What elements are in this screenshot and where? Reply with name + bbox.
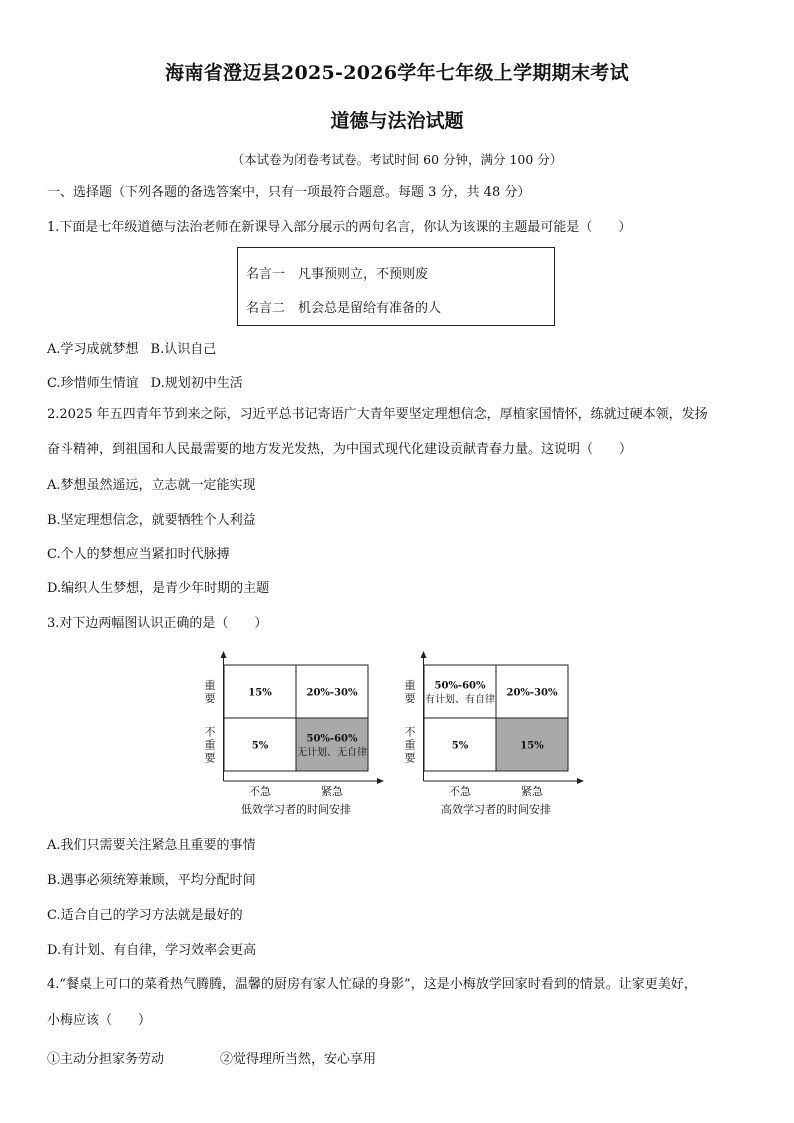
row-label-char: 重	[204, 738, 216, 752]
chart-low-efficiency	[196, 648, 396, 822]
x-axis-arrow	[577, 778, 584, 784]
q2-option-b: B.坚定理想信念，就要牺牲个人利益	[47, 513, 256, 528]
quote-1: 名言一 凡事预则立，不预则废	[246, 267, 429, 282]
row-label-char: 要	[404, 692, 416, 705]
q3-option-c: C.适合自己的学习方法就是最好的	[47, 908, 243, 923]
q3-option-b: B.遇事必须统筹兼顾，平均分配时间	[47, 873, 256, 888]
col-label: 不急	[249, 785, 271, 798]
y-axis-arrow	[221, 651, 227, 658]
chart-caption: 高效学习者的时间安排	[441, 803, 551, 816]
col-label: 不急	[449, 785, 471, 798]
row-label-char: 不	[404, 725, 416, 739]
exam-title: 海南省澄迈县2025-2026学年七年级上学期期末考试	[165, 62, 629, 84]
section-heading: 一、选择题（下列各题的备选答案中，只有一项最符合题意。每题 3 分，共 48 分）	[47, 185, 531, 200]
quadrant-chart-svg	[396, 648, 596, 818]
row-label-char: 重	[204, 679, 216, 692]
q2-stem-line2: 奋斗精神，到祖国和人民最需要的地方发光发热，为中国式现代化建设贡献青春力量。这说明（ ）	[47, 442, 633, 457]
q1-options-row2	[47, 372, 243, 391]
q1-option-b: B.认识自己	[150, 342, 217, 357]
row-label-char: 重	[404, 738, 416, 752]
cell-note-label: 有计划、有自律	[425, 694, 495, 706]
chart-caption: 低效学习者的时间安排	[241, 803, 351, 816]
cell-value-label: 5%	[251, 740, 269, 752]
quote-box	[237, 247, 555, 326]
q1-stem: 1.下面是七年级道德与法治老师在新课导入部分展示的两句名言，你认为该课的主题最可能是（ ）	[47, 220, 632, 235]
quadrant-cell	[296, 718, 368, 771]
cell-value-label: 15%	[520, 740, 544, 752]
q3-option-a: A.我们只需要关注紧急且重要的事情	[47, 838, 256, 853]
exam-note: （本试卷为闭卷考试卷。考试时间 60 分钟，满分 100 分）	[231, 152, 563, 167]
q2-option-c: C.个人的梦想应当紧扣时代脉搏	[47, 547, 230, 562]
q1-options-row1	[47, 338, 216, 357]
q2-option-a: A.梦想虽然遥远，立志就一定能实现	[47, 478, 256, 493]
q4-stem-line2: 小梅应该（ ）	[47, 1013, 152, 1028]
col-label: 紧急	[521, 785, 543, 798]
q3-option-d: D.有计划、有自律，学习效率会更高	[47, 943, 257, 958]
cell-value-label: 50%-60%	[434, 680, 486, 692]
exam-subtitle: 道德与法治试题	[330, 110, 464, 132]
row-label-char: 要	[204, 692, 216, 705]
cell-value-label: 20%-30%	[306, 687, 358, 699]
q1-option-d: D.规划初中生活	[150, 376, 243, 391]
row-label-char: 不	[204, 725, 216, 739]
row-label-char: 重	[404, 679, 416, 692]
quote-2: 名言二 机会总是留给有准备的人	[246, 301, 442, 316]
cell-value-label: 20%-30%	[506, 687, 558, 699]
q4-option-2: ②觉得理所当然，安心享用	[220, 1052, 377, 1067]
q1-option-a: A.学习成就梦想	[47, 342, 139, 357]
chart-high-efficiency	[396, 648, 596, 822]
q4-option-1: ①主动分担家务劳动	[47, 1052, 165, 1067]
col-label: 紧急	[321, 785, 343, 798]
q3-stem: 3.对下边两幅图认识正确的是（ ）	[47, 616, 268, 631]
quadrant-chart-svg	[196, 648, 396, 818]
cell-value-label: 5%	[451, 740, 469, 752]
cell-value-label: 15%	[248, 687, 272, 699]
q4-options-row	[47, 1048, 376, 1067]
cell-value-label: 50%-60%	[306, 733, 358, 745]
q2-stem-line1: 2.2025 年五四青年节到来之际，习近平总书记寄语广大青年要坚定理想信念，厚植家国情怀，练就过硬本领，发扬	[47, 407, 708, 422]
row-label-char: 要	[204, 751, 216, 765]
q4-stem-line1: 4.“餐桌上可口的菜肴热气腾腾，温馨的厨房有家人忙碌的身影”，这是小梅放学回家时看到的情景。让家更美好，	[47, 977, 697, 992]
x-axis-arrow	[377, 778, 384, 784]
quadrant-cell	[424, 665, 496, 718]
row-label-char: 要	[404, 751, 416, 765]
cell-note-label: 无计划、无自律	[297, 747, 367, 759]
q1-option-c: C.珍惜师生情谊	[47, 376, 139, 391]
y-axis-arrow	[421, 651, 427, 658]
q2-option-d: D.编织人生梦想，是青少年时期的主题	[47, 581, 270, 596]
